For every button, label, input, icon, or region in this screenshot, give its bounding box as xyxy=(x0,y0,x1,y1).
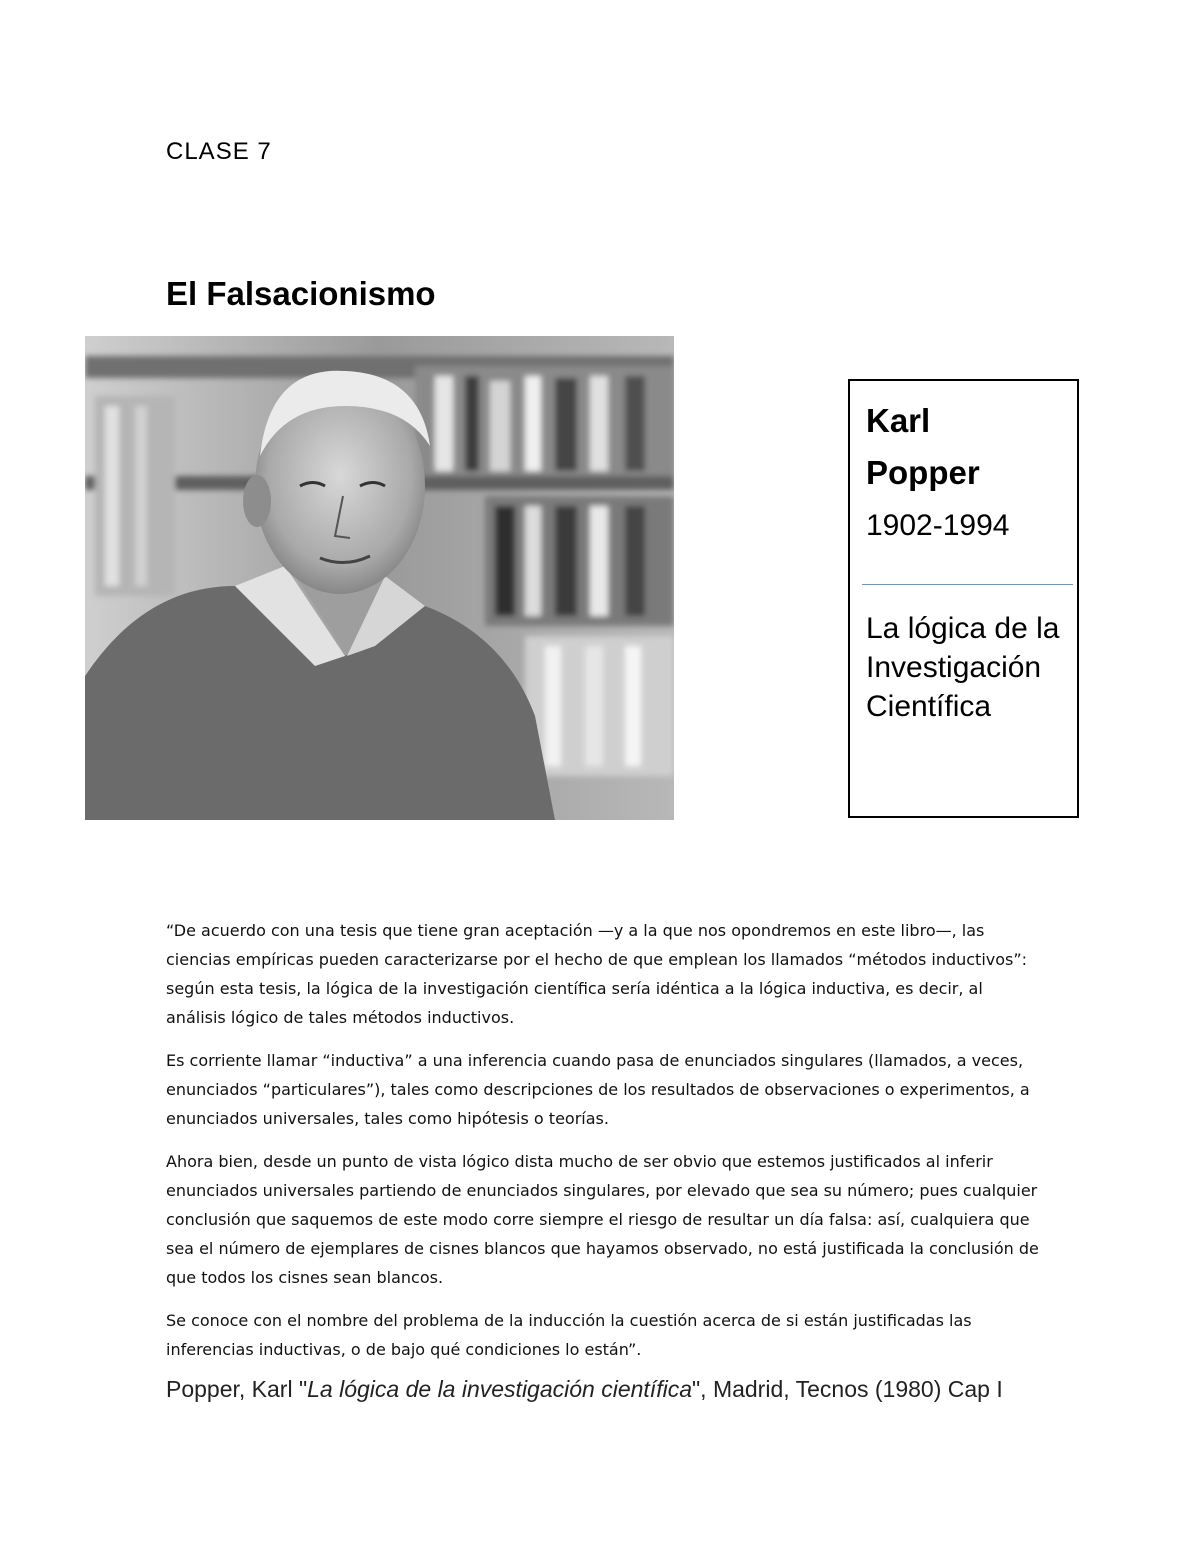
infobox-divider xyxy=(862,584,1073,585)
author-first-name: Karl xyxy=(866,402,931,439)
citation-suffix: ", Madrid, Tecnos (1980) Cap I xyxy=(692,1376,1003,1402)
quote-paragraph: Ahora bien, desde un punto de vista lógico dista mucho de ser obvio que estemos justificados al inferir enunciados universales partiendo de enunciados singulares, por elevado que sea su número; pues cualquier conclusión que saquemos de este modo corre siempre el riesgo de resultar un día falsa: así, cualquiera que sea el número de ejemplares de cisnes blancos que hayamos observado, no está justificada la conclusión de que todos los cisnes sean blancos. xyxy=(166,1152,1039,1287)
quote-body xyxy=(166,916,1046,1378)
book-title xyxy=(866,609,1076,726)
book-title-line-3: Científica xyxy=(866,690,992,723)
book-title-line-2: Investigación xyxy=(866,651,1042,684)
quote-paragraph: Es corriente llamar “inductiva” a una inferencia cuando pasa de enunciados singulares (llamados, a veces, enunciados “particulares”), tales como descripciones de los resultados de observaciones o experimentos, a enunciados universales, tales como hipótesis o teorías. xyxy=(166,1051,1030,1128)
page-title: El Falsacionismo xyxy=(166,275,436,312)
book-title-line-1: La lógica de la xyxy=(866,612,1060,645)
portrait-photo xyxy=(85,336,674,820)
citation-book-title: La lógica de la investigación científica xyxy=(307,1376,692,1402)
citation xyxy=(166,1376,1003,1403)
portrait-photo-icon xyxy=(85,336,674,820)
class-label: CLASE 7 xyxy=(166,138,272,165)
citation-prefix: Popper, Karl " xyxy=(166,1376,308,1402)
quote-paragraph: “De acuerdo con una tesis que tiene gran aceptación —y a la que nos opondremos en este libro—, las ciencias empíricas pueden caracterizarse por el hecho de que emplean los llamados “métodos inductivos”: según esta tesis, la lógica de la investigación científica sería idéntica a la lógica inductiva, es decir, al análisis lógico de tales métodos inductivos. xyxy=(166,921,1028,1027)
quote-paragraph: Se conoce con el nombre del problema de la inducción la cuestión acerca de si están justificadas las inferencias inductivas, o de bajo qué condiciones lo están”. xyxy=(166,1311,972,1359)
author-infobox xyxy=(848,379,1079,818)
author-years: 1902-1994 xyxy=(866,509,1010,542)
author-name xyxy=(866,395,980,499)
author-last-name: Popper xyxy=(866,454,980,491)
